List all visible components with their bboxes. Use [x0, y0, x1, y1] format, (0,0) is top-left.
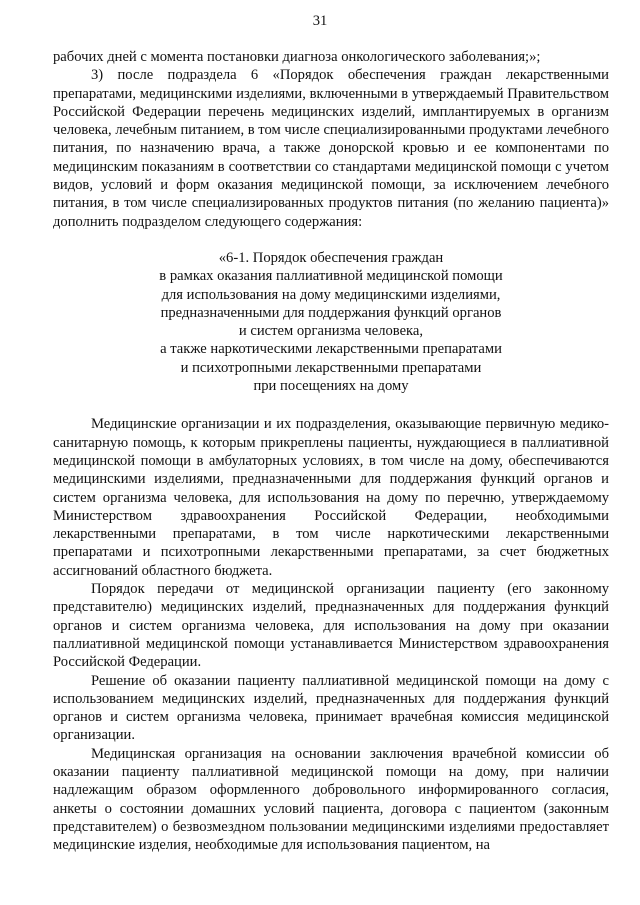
paragraph: Решение об оказании пациенту паллиативной медицинской помощи на дому с использованием медицинских изделий, предназначенных для поддержания функций органов и систем организма человека, принимает врачебная комиссия медицинской организации. — [53, 672, 609, 744]
heading-line: «6-1. Порядок обеспечения граждан — [218, 249, 444, 266]
paragraph: Порядок передачи от медицинской организации пациенту (его законному представителю) медицинских изделий, предназначенных для поддержания функций органов и систем организма человека, для использования на дому при оказании паллиативной медицинской помощи устанавливается Министерством здравоохранения Российской Федерации. — [53, 581, 609, 671]
heading-line: в рамках оказания паллиативной медицинской помощи — [159, 268, 503, 285]
heading-line: при посещениях на дому — [253, 378, 409, 395]
heading-line: а также наркотическими лекарственными препаратами — [160, 341, 502, 358]
paragraph: Медицинская организация на основании заключения врачебной комиссии об оказании пациенту паллиативной медицинской помощи на дому, при наличии надлежащим образом оформленного добровольного информированного согласия, анкеты о состоянии домашних условий пациента, договора с пациентом (законным представителем) о безвозмездном пользовании медицинскими изделиями предоставляет медицинские изделия, необходимые для использования пациентом, на — [53, 745, 609, 854]
document-body — [53, 48, 609, 854]
heading-line: предназначенными для поддержания функций органов — [160, 304, 502, 321]
page-number: 31 — [312, 13, 328, 29]
heading-line: и систем организма человека, — [238, 323, 424, 340]
section-heading — [53, 249, 609, 395]
paragraph: 3) после подраздела 6 «Порядок обеспечения граждан лекарственными препаратами, медицинскими изделиями, включенными в утверждаемый Правительством Российской Федерации перечень медицинских изделий, имплантируемых в организм человека, лечебным питанием, в том числе специализированными продуктами лечебного питания, по назначению врача, а также донорской кровью и ее компонентами по медицинским показаниям в соответствии со стандартами медицинской помощи с учетом видов, условий и форм оказания медицинской помощи, за исключением лечебного питания, в том числе специализированных продуктов питания (по желанию пациента)» дополнить подразделом следующего содержания: — [53, 67, 609, 230]
paragraph: Медицинские организации и их подразделения, оказывающие первичную медико-санитарную помощь, к которым прикреплены пациенты, нуждающиеся в паллиативной медицинской помощи в амбулаторных условиях, в том числе на дому, обеспечиваются медицинскими изделиями, предназначенными для поддержания функций органов и систем организма человека, для использования на дому по перечню, утверждаемому Министерством здравоохранения Российской Федерации, необходимыми лекарственными препаратами, в том числе наркотическими лекарственными препаратами и психотропными лекарственными препаратами, за счет бюджетных ассигнований областного бюджета. — [53, 416, 609, 579]
heading-line: и психотропными лекарственными препаратами — [180, 359, 482, 376]
paragraph: рабочих дней с момента постановки диагноза онкологического заболевания;»; — [53, 49, 541, 65]
heading-line: для использования на дому медицинскими изделиями, — [161, 286, 501, 303]
